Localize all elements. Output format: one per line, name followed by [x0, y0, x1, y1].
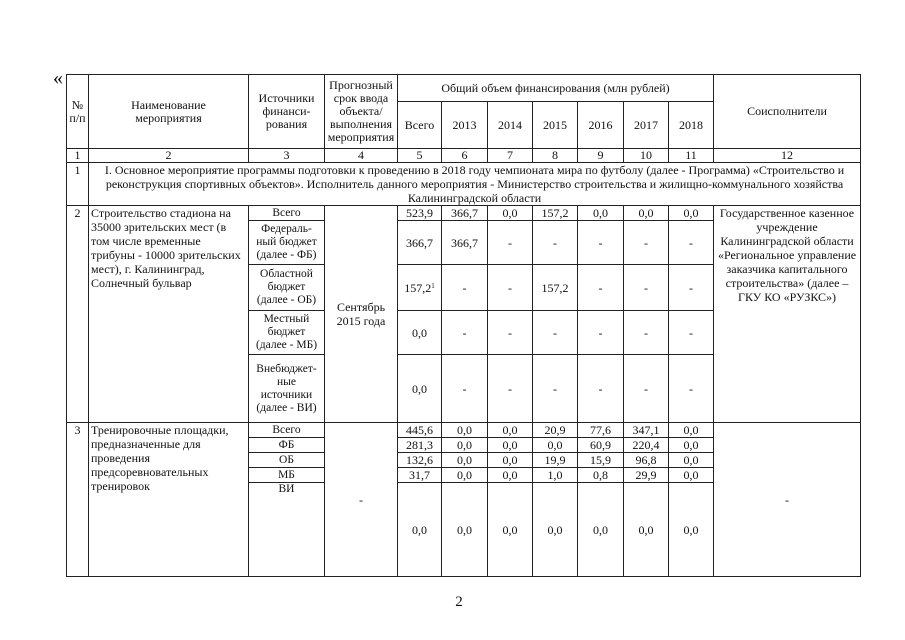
term-value: -	[325, 423, 398, 577]
open-quote: «	[53, 67, 63, 89]
header-coexecutors: Соисполнители	[714, 75, 861, 149]
table-row	[67, 423, 861, 438]
value-cell: 0,0	[669, 453, 714, 468]
col-number: 10	[624, 149, 669, 163]
value-cell: -	[442, 355, 488, 423]
value-cell: 0,0	[398, 483, 442, 577]
value-cell: 0,0	[669, 483, 714, 577]
value-cell: 0,0	[442, 483, 488, 577]
header-name: Наименование мероприятия	[89, 75, 249, 149]
col-number: 9	[578, 149, 624, 163]
value-cell: -	[533, 311, 578, 355]
value-cell: 0,0	[578, 483, 624, 577]
value-cell	[398, 265, 442, 311]
funding-table	[66, 74, 861, 577]
section-title: I. Основное мероприятие программы подготовки к проведению в 2018 году чемпионата мира по футболу (далее - Программа) «Строительство и реконструкция спортивных объектов». Исполнитель данного мероприятия - Министерство строительства и жилищно-коммунального хозяйства Калининградской области	[89, 163, 861, 206]
value-cell: -	[442, 265, 488, 311]
value-cell: -	[578, 265, 624, 311]
col-number: 2	[89, 149, 249, 163]
value-cell: 0,0	[578, 206, 624, 221]
value-cell: 15,9	[578, 453, 624, 468]
event-name: Строительство стадиона на 35000 зрительских мест (в том числе временные трибуны - 10000 зрительских мест), г. Калининград, Солнечный бульвар	[89, 206, 249, 423]
header-total: Всего	[398, 102, 442, 149]
header-num: № п/п	[67, 75, 89, 149]
value-cell: -	[669, 265, 714, 311]
source-label: Внебюджет- ные источники (далее - ВИ)	[249, 355, 325, 423]
value-cell: 523,9	[398, 206, 442, 221]
page-number: 2	[455, 594, 463, 610]
col-number: 3	[249, 149, 325, 163]
value-cell: 77,6	[578, 423, 624, 438]
value-cell: 0,0	[488, 438, 533, 453]
value-cell: 366,7	[442, 206, 488, 221]
value-cell: 0,0	[669, 423, 714, 438]
value-cell: 0,0	[669, 438, 714, 453]
value-cell: -	[624, 355, 669, 423]
row-num: 3	[67, 423, 89, 577]
col-number: 8	[533, 149, 578, 163]
value-cell: 0,0	[624, 483, 669, 577]
value-cell: 1,0	[533, 468, 578, 483]
value-cell: 31,7	[398, 468, 442, 483]
coexecutor-text: -	[714, 423, 861, 577]
value-cell: 29,9	[624, 468, 669, 483]
value-cell: 0,0	[669, 468, 714, 483]
value-cell: -	[669, 355, 714, 423]
value-cell: -	[533, 221, 578, 265]
section-row	[67, 163, 861, 206]
value-cell: 157,2	[533, 206, 578, 221]
section-num: 1	[67, 163, 89, 206]
source-label: ОБ	[249, 453, 325, 468]
value-cell: 0,0	[488, 206, 533, 221]
source-label: Всего	[249, 206, 325, 221]
value-cell: 19,9	[533, 453, 578, 468]
value-text: 157,2	[404, 280, 432, 295]
value-cell: 60,9	[578, 438, 624, 453]
value-cell: -	[624, 265, 669, 311]
source-label: Местный бюджет (далее - МБ)	[249, 311, 325, 355]
value-cell: 220,4	[624, 438, 669, 453]
value-cell: 366,7	[442, 221, 488, 265]
value-cell: 0,0	[442, 468, 488, 483]
header-sources: Источники финанси- рования	[249, 75, 325, 149]
value-cell: -	[533, 355, 578, 423]
value-cell: -	[624, 311, 669, 355]
value-cell: 0,0	[533, 483, 578, 577]
source-label: ВИ	[249, 483, 325, 577]
header-term: Прогнозный срок ввода объекта/ выполнения мероприятия	[325, 75, 398, 149]
value-cell: 366,7	[398, 221, 442, 265]
value-cell: 0,0	[442, 423, 488, 438]
footnote-mark: 1	[431, 281, 435, 290]
source-label: МБ	[249, 468, 325, 483]
value-cell: -	[578, 355, 624, 423]
col-number: 11	[669, 149, 714, 163]
col-number: 5	[398, 149, 442, 163]
value-cell: 445,6	[398, 423, 442, 438]
header-2015: 2015	[533, 102, 578, 149]
col-number: 12	[714, 149, 861, 163]
value-cell: 0,0	[624, 206, 669, 221]
value-cell: -	[488, 311, 533, 355]
value-cell: 0,0	[398, 311, 442, 355]
column-numbers-row	[67, 149, 861, 163]
value-cell: 0,0	[488, 483, 533, 577]
header-total-funding: Общий объем финансирования (млн рублей)	[398, 75, 714, 102]
header-2016: 2016	[578, 102, 624, 149]
row-num: 2	[67, 206, 89, 423]
value-cell: -	[578, 221, 624, 265]
value-cell: 0,0	[442, 438, 488, 453]
value-cell: 0,0	[488, 453, 533, 468]
value-cell: 157,2	[533, 265, 578, 311]
value-cell: -	[578, 311, 624, 355]
header-2014: 2014	[488, 102, 533, 149]
value-cell: 0,0	[533, 438, 578, 453]
value-cell: -	[669, 311, 714, 355]
value-cell: 0,0	[488, 468, 533, 483]
value-cell: -	[669, 221, 714, 265]
header-2018: 2018	[669, 102, 714, 149]
col-number: 1	[67, 149, 89, 163]
source-label: ФБ	[249, 438, 325, 453]
value-cell: 0,0	[488, 423, 533, 438]
value-cell: 96,8	[624, 453, 669, 468]
value-cell: 347,1	[624, 423, 669, 438]
col-number: 4	[325, 149, 398, 163]
value-cell: 281,3	[398, 438, 442, 453]
value-cell: 132,6	[398, 453, 442, 468]
value-cell: 0,0	[442, 453, 488, 468]
value-cell: -	[488, 355, 533, 423]
event-name: Тренировочные площадки, предназначенные для проведения предсоревновательных тренировок	[89, 423, 249, 577]
value-cell: -	[442, 311, 488, 355]
value-cell: 0,0	[669, 206, 714, 221]
source-label: Федераль- ный бюджет (далее - ФБ)	[249, 221, 325, 265]
value-cell: -	[488, 265, 533, 311]
value-cell: 0,0	[398, 355, 442, 423]
value-cell: 20,9	[533, 423, 578, 438]
header-2017: 2017	[624, 102, 669, 149]
value-cell: -	[488, 221, 533, 265]
col-number: 7	[488, 149, 533, 163]
table-row	[67, 206, 861, 221]
term-value: Сентябрь 2015 года	[325, 206, 398, 423]
coexecutor-text: Государственное казенное учреждение Калининградской области «Региональное управление заказчика капитального строительства» (далее – ГКУ КО «РУЗКС»)	[714, 206, 861, 423]
col-number: 6	[442, 149, 488, 163]
value-cell: 0,8	[578, 468, 624, 483]
header-2013: 2013	[442, 102, 488, 149]
source-label: Областной бюджет (далее - ОБ)	[249, 265, 325, 311]
value-cell: -	[624, 221, 669, 265]
source-label: Всего	[249, 423, 325, 438]
